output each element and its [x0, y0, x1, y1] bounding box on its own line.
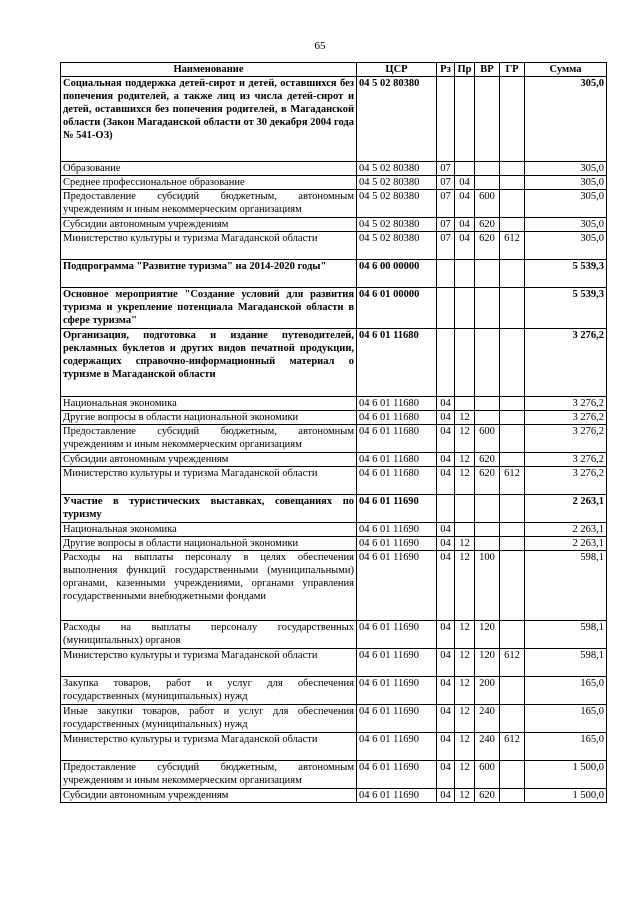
cell-rz: 04 [437, 789, 455, 803]
cell-csr: 04 6 01 11680 [357, 453, 437, 467]
cell-rz [437, 260, 455, 288]
cell-csr: 04 6 01 11690 [357, 677, 437, 705]
page-number: 65 [314, 40, 326, 52]
cell-vr [475, 495, 500, 523]
cell-csr: 04 5 02 80380 [357, 77, 437, 162]
cell-sum: 305,0 [525, 176, 607, 190]
table-row [61, 218, 607, 232]
cell-rz: 04 [437, 761, 455, 789]
cell-rz: 04 [437, 677, 455, 705]
cell-sum: 3 276,2 [525, 467, 607, 495]
cell-gr [500, 329, 525, 397]
cell-name: Расходы на выплаты персоналу государственных (муниципальных) органов [61, 621, 357, 649]
column-header-gr: ГР [500, 63, 525, 77]
cell-rz: 07 [437, 176, 455, 190]
cell-sum: 3 276,2 [525, 397, 607, 411]
cell-sum: 2 263,1 [525, 495, 607, 523]
cell-name: Субсидии автономным учреждениям [61, 789, 357, 803]
cell-pr: 04 [455, 176, 475, 190]
table-row [61, 453, 607, 467]
cell-csr: 04 5 02 80380 [357, 190, 437, 218]
cell-vr: 620 [475, 218, 500, 232]
cell-sum: 305,0 [525, 77, 607, 162]
cell-pr: 12 [455, 789, 475, 803]
cell-gr [500, 537, 525, 551]
column-header-rz: Рз [437, 63, 455, 77]
cell-vr [475, 537, 500, 551]
cell-sum: 3 276,2 [525, 425, 607, 453]
cell-csr: 04 6 01 11690 [357, 523, 437, 537]
cell-pr [455, 397, 475, 411]
cell-rz: 04 [437, 705, 455, 733]
table-row [61, 789, 607, 803]
table-row [61, 425, 607, 453]
cell-rz: 07 [437, 190, 455, 218]
cell-gr: 612 [500, 733, 525, 761]
cell-name: Подпрограмма "Развитие туризма" на 2014-2020 годы" [61, 260, 357, 288]
cell-csr: 04 6 01 11680 [357, 425, 437, 453]
cell-gr: 612 [500, 649, 525, 677]
cell-gr [500, 260, 525, 288]
cell-pr [455, 495, 475, 523]
cell-csr: 04 6 01 11690 [357, 705, 437, 733]
table-row [61, 260, 607, 288]
cell-csr: 04 6 01 11680 [357, 397, 437, 411]
cell-csr: 04 6 00 00000 [357, 260, 437, 288]
cell-rz: 04 [437, 537, 455, 551]
cell-pr: 12 [455, 705, 475, 733]
cell-vr: 620 [475, 453, 500, 467]
table-row [61, 523, 607, 537]
cell-vr: 620 [475, 789, 500, 803]
table-row [61, 411, 607, 425]
table-row [61, 190, 607, 218]
cell-name: Основное мероприятие "Создание условий для развития туризма и укрепление потенциала Магаданской области в сфере туризма" [61, 288, 357, 329]
cell-sum: 305,0 [525, 190, 607, 218]
cell-gr: 612 [500, 467, 525, 495]
cell-name: Национальная экономика [61, 523, 357, 537]
cell-gr [500, 425, 525, 453]
cell-vr: 600 [475, 761, 500, 789]
table-row [61, 495, 607, 523]
cell-csr: 04 5 02 80380 [357, 162, 437, 176]
table-row [61, 467, 607, 495]
cell-pr: 12 [455, 425, 475, 453]
cell-gr: 612 [500, 232, 525, 260]
cell-sum: 305,0 [525, 162, 607, 176]
cell-sum: 165,0 [525, 705, 607, 733]
cell-rz: 04 [437, 523, 455, 537]
table-row [61, 397, 607, 411]
cell-sum: 2 263,1 [525, 537, 607, 551]
cell-vr [475, 397, 500, 411]
cell-vr: 100 [475, 551, 500, 621]
cell-gr [500, 77, 525, 162]
cell-pr [455, 523, 475, 537]
cell-gr [500, 162, 525, 176]
cell-gr [500, 789, 525, 803]
cell-csr: 04 6 01 11690 [357, 551, 437, 621]
cell-pr: 04 [455, 232, 475, 260]
cell-rz: 04 [437, 425, 455, 453]
cell-rz [437, 77, 455, 162]
cell-sum: 598,1 [525, 551, 607, 621]
cell-name: Организация, подготовка и издание путеводителей, рекламных буклетов и других видов печатной продукции, содержащих справочно-информационный материал о туризме в Магаданской области [61, 329, 357, 397]
cell-rz: 04 [437, 733, 455, 761]
cell-vr [475, 77, 500, 162]
table-header-row [61, 63, 607, 77]
cell-sum: 305,0 [525, 232, 607, 260]
column-header-vr: ВР [475, 63, 500, 77]
cell-csr: 04 5 02 80380 [357, 218, 437, 232]
cell-vr: 120 [475, 649, 500, 677]
cell-vr [475, 162, 500, 176]
cell-pr [455, 260, 475, 288]
cell-sum: 598,1 [525, 649, 607, 677]
cell-sum: 2 263,1 [525, 523, 607, 537]
cell-rz: 04 [437, 397, 455, 411]
cell-sum: 165,0 [525, 677, 607, 705]
cell-pr: 12 [455, 733, 475, 761]
cell-name: Участие в туристических выставках, совещаниях по туризму [61, 495, 357, 523]
cell-rz: 04 [437, 621, 455, 649]
cell-csr: 04 6 01 11680 [357, 329, 437, 397]
cell-rz: 07 [437, 218, 455, 232]
cell-csr: 04 6 01 11690 [357, 789, 437, 803]
cell-csr: 04 6 01 11690 [357, 495, 437, 523]
table-row [61, 329, 607, 397]
table-row [61, 705, 607, 733]
cell-gr [500, 551, 525, 621]
column-header-csr: ЦСР [357, 63, 437, 77]
cell-rz: 07 [437, 232, 455, 260]
cell-pr: 12 [455, 537, 475, 551]
cell-pr: 12 [455, 677, 475, 705]
cell-csr: 04 6 01 00000 [357, 288, 437, 329]
cell-sum: 598,1 [525, 621, 607, 649]
cell-vr: 620 [475, 467, 500, 495]
cell-name: Образование [61, 162, 357, 176]
cell-name: Министерство культуры и туризма Магаданской области [61, 232, 357, 260]
cell-pr: 12 [455, 649, 475, 677]
column-header-pr: Пр [455, 63, 475, 77]
cell-name: Субсидии автономным учреждениям [61, 453, 357, 467]
table-row [61, 537, 607, 551]
cell-gr [500, 176, 525, 190]
cell-pr: 12 [455, 467, 475, 495]
cell-csr: 04 6 01 11680 [357, 467, 437, 495]
cell-pr [455, 288, 475, 329]
cell-pr: 04 [455, 190, 475, 218]
cell-name: Министерство культуры и туризма Магаданской области [61, 733, 357, 761]
cell-pr [455, 162, 475, 176]
table-row [61, 162, 607, 176]
table-row [61, 232, 607, 260]
cell-pr: 12 [455, 761, 475, 789]
cell-name: Среднее профессиональное образование [61, 176, 357, 190]
cell-vr [475, 523, 500, 537]
cell-gr [500, 495, 525, 523]
cell-vr: 600 [475, 425, 500, 453]
table-row [61, 649, 607, 677]
cell-vr [475, 288, 500, 329]
cell-pr: 12 [455, 453, 475, 467]
cell-csr: 04 5 02 80380 [357, 232, 437, 260]
table-row [61, 733, 607, 761]
cell-csr: 04 6 01 11680 [357, 411, 437, 425]
table-body [61, 77, 607, 803]
cell-gr [500, 677, 525, 705]
table-row [61, 77, 607, 162]
cell-name: Иные закупки товаров, работ и услуг для обеспечения государственных (муниципальных) нужд [61, 705, 357, 733]
table-row [61, 621, 607, 649]
cell-name: Социальная поддержка детей-сирот и детей, оставшихся без попечения родителей, а также лиц из числа детей-сирот и детей, оставшихся без попечения родителей, в Магаданской области (Закон Магаданской области от 30 декабря 2004 года № 541-ОЗ) [61, 77, 357, 162]
cell-name: Министерство культуры и туризма Магаданской области [61, 649, 357, 677]
cell-gr [500, 705, 525, 733]
cell-sum: 3 276,2 [525, 411, 607, 425]
cell-gr [500, 288, 525, 329]
cell-vr [475, 176, 500, 190]
cell-rz: 07 [437, 162, 455, 176]
table-row [61, 288, 607, 329]
cell-rz: 04 [437, 467, 455, 495]
cell-gr [500, 397, 525, 411]
cell-name: Предоставление субсидий бюджетным, автономным учреждениям и иным некоммерческим организациям [61, 761, 357, 789]
table-row [61, 176, 607, 190]
cell-name: Другие вопросы в области национальной экономики [61, 411, 357, 425]
cell-vr: 240 [475, 733, 500, 761]
table-row [61, 761, 607, 789]
cell-vr: 240 [475, 705, 500, 733]
cell-gr [500, 218, 525, 232]
cell-gr [500, 190, 525, 218]
cell-sum: 5 539,3 [525, 260, 607, 288]
cell-gr [500, 621, 525, 649]
cell-vr: 600 [475, 190, 500, 218]
column-header-name: Наименование [61, 63, 357, 77]
cell-sum: 5 539,3 [525, 288, 607, 329]
cell-pr [455, 77, 475, 162]
cell-gr [500, 411, 525, 425]
cell-rz: 04 [437, 649, 455, 677]
cell-vr: 200 [475, 677, 500, 705]
cell-csr: 04 6 01 11690 [357, 733, 437, 761]
cell-name: Предоставление субсидий бюджетным, автономным учреждениям и иным некоммерческим организациям [61, 425, 357, 453]
cell-pr: 12 [455, 621, 475, 649]
cell-sum: 1 500,0 [525, 789, 607, 803]
cell-pr [455, 329, 475, 397]
cell-gr [500, 523, 525, 537]
cell-pr: 12 [455, 551, 475, 621]
cell-vr [475, 329, 500, 397]
cell-pr: 12 [455, 411, 475, 425]
budget-table [60, 62, 607, 803]
cell-vr [475, 260, 500, 288]
cell-gr [500, 761, 525, 789]
cell-gr [500, 453, 525, 467]
cell-sum: 1 500,0 [525, 761, 607, 789]
cell-name: Субсидии автономным учреждениям [61, 218, 357, 232]
cell-vr: 120 [475, 621, 500, 649]
cell-rz: 04 [437, 411, 455, 425]
cell-vr [475, 411, 500, 425]
cell-rz [437, 495, 455, 523]
cell-rz [437, 329, 455, 397]
cell-name: Другие вопросы в области национальной экономики [61, 537, 357, 551]
cell-csr: 04 6 01 11690 [357, 761, 437, 789]
table-row [61, 677, 607, 705]
cell-csr: 04 6 01 11690 [357, 649, 437, 677]
cell-csr: 04 6 01 11690 [357, 537, 437, 551]
cell-rz [437, 288, 455, 329]
cell-pr: 04 [455, 218, 475, 232]
cell-name: Министерство культуры и туризма Магаданской области [61, 467, 357, 495]
cell-vr: 620 [475, 232, 500, 260]
cell-name: Национальная экономика [61, 397, 357, 411]
cell-name: Закупка товаров, работ и услуг для обеспечения государственных (муниципальных) нужд [61, 677, 357, 705]
column-header-sum: Сумма [525, 63, 607, 77]
cell-sum: 305,0 [525, 218, 607, 232]
table-row [61, 551, 607, 621]
cell-csr: 04 5 02 80380 [357, 176, 437, 190]
cell-rz: 04 [437, 551, 455, 621]
cell-sum: 165,0 [525, 733, 607, 761]
cell-name: Предоставление субсидий бюджетным, автономным учреждениям и иным некоммерческим организациям [61, 190, 357, 218]
cell-sum: 3 276,2 [525, 453, 607, 467]
cell-csr: 04 6 01 11690 [357, 621, 437, 649]
cell-sum: 3 276,2 [525, 329, 607, 397]
cell-rz: 04 [437, 453, 455, 467]
cell-name: Расходы на выплаты персоналу в целях обеспечения выполнения функций государственными (муниципальными) органами, казенными учреждениями, органами управления государственными внебюджетными фондами [61, 551, 357, 621]
